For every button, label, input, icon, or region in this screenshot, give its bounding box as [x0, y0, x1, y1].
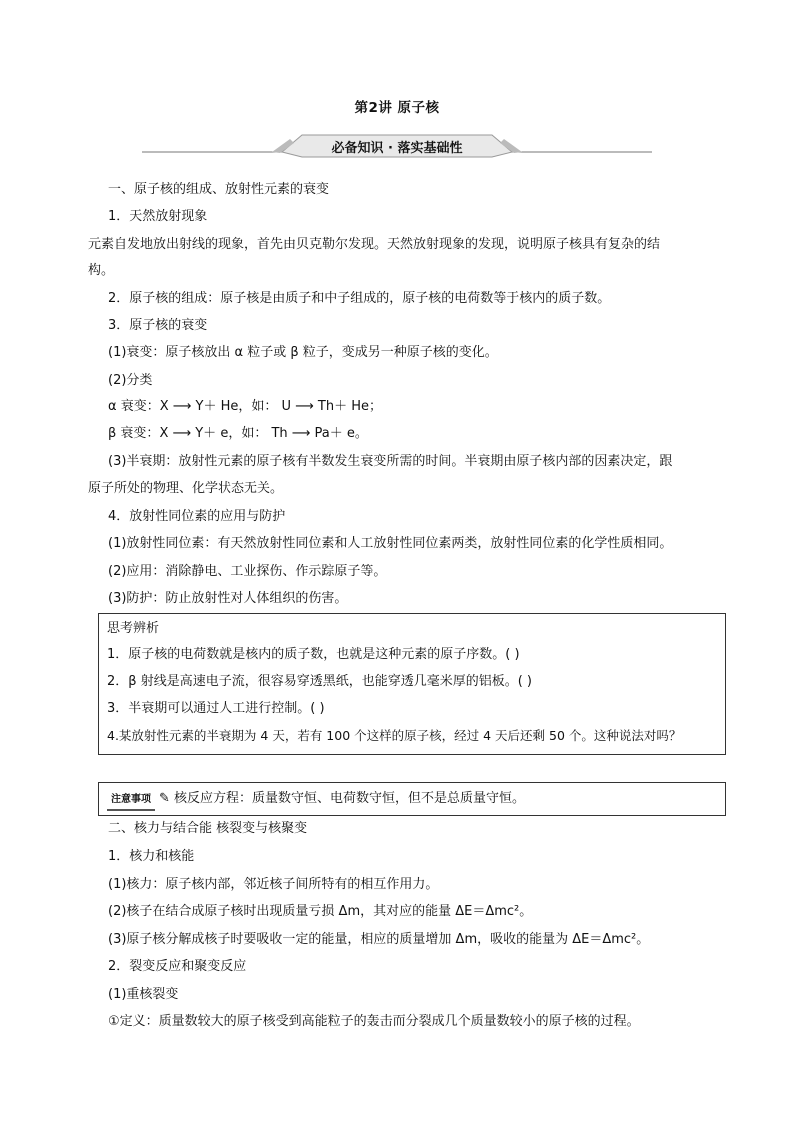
paragraph: 构。 — [88, 263, 115, 278]
paragraph: (3)半衰期：放射性元素的原子核有半数发生衰变所需的时间。半衰期由原子核内部的因素决定，跟 — [108, 454, 673, 469]
section-heading: 一、原子核的组成、放射性元素的衰变 — [108, 182, 330, 197]
paragraph: (1)重核裂变 — [108, 987, 179, 1002]
think-box — [98, 613, 726, 755]
think-box-title: 思考辨析 — [107, 621, 160, 636]
beta-label: β 衰变： — [108, 426, 160, 441]
subsection-title: 1．天然放射现象 — [108, 209, 208, 224]
paragraph: ①定义：质量数较大的原子核受到高能粒子的轰击而分裂成几个质量数较小的原子核的过程。 — [108, 1014, 640, 1029]
banner-text: 必备知识 · 落实基础性 — [331, 141, 463, 156]
paragraph: (3)原子核分解成核子时要吸收一定的能量，相应的质量增加 Δm，吸收的能量为 ΔE＝Δmc²。 — [108, 932, 650, 947]
page-title: 第2讲 原子核 — [354, 100, 440, 116]
question-item: 3．半衰期可以通过人工进行控制。( ) — [107, 701, 325, 716]
paragraph: (2)应用：消除静电、工业探伤、作示踪原子等。 — [108, 564, 387, 579]
equation-text: X ⟶ Y＋ He，如： U ⟶ Th＋ He； — [159, 399, 382, 414]
note-tag: 注意事项 — [107, 791, 155, 811]
note-box — [98, 782, 726, 816]
paragraph: (1)放射性同位素：有天然放射性同位素和人工放射性同位素两类，放射性同位素的化学性质相同。 — [108, 536, 673, 551]
subsection-title: 2．裂变反应和聚变反应 — [108, 959, 247, 974]
alpha-decay-equation — [108, 398, 382, 416]
subsection-title: 1．核力和核能 — [108, 849, 195, 864]
question-item: 4.某放射性元素的半衰期为 4 天，若有 100 个这样的原子核，经过 4 天后还剩 50 个。这种说法对吗？ — [107, 728, 682, 743]
pencil-icon: ✎ — [159, 791, 170, 806]
paragraph: 原子所处的物理、化学状态无关。 — [88, 481, 284, 496]
section-heading: 二、核力与结合能 核裂变与核聚变 — [108, 821, 308, 836]
subsection-title: 3．原子核的衰变 — [108, 318, 208, 333]
paragraph: 元素自发地放出射线的现象，首先由贝克勒尔发现。天然放射现象的发现，说明原子核具有复杂的结 — [88, 237, 661, 252]
beta-decay-equation — [108, 425, 368, 443]
note-text: 核反应方程：质量数守恒、电荷数守恒，但不是总质量守恒。 — [174, 791, 526, 806]
paragraph: 2．原子核的组成：原子核是由质子和中子组成的，原子核的电荷数等于核内的质子数。 — [108, 291, 611, 306]
question-item: 1．原子核的电荷数就是核内的质子数，也就是这种元素的原子序数。( ) — [107, 647, 520, 662]
section-banner — [142, 131, 652, 161]
question-item: 2．β 射线是高速电子流，很容易穿透黑纸，也能穿透几毫米厚的铝板。( ) — [107, 674, 532, 689]
paragraph: (1)衰变：原子核放出 α 粒子或 β 粒子，变成另一种原子核的变化。 — [108, 345, 498, 360]
paragraph: (2)分类 — [108, 373, 153, 388]
equation-text: X ⟶ Y＋ e，如： Th ⟶ Pa＋ e。 — [159, 426, 368, 441]
paragraph: (2)核子在结合成原子核时出现质量亏损 Δm，其对应的能量 ΔE＝Δmc²。 — [108, 904, 533, 919]
subsection-title: 4．放射性同位素的应用与防护 — [108, 509, 286, 524]
paragraph: (1)核力：原子核内部，邻近核子间所特有的相互作用力。 — [108, 877, 439, 892]
alpha-label: α 衰变： — [108, 399, 160, 414]
paragraph: (3)防护：防止放射性对人体组织的伤害。 — [108, 591, 348, 606]
